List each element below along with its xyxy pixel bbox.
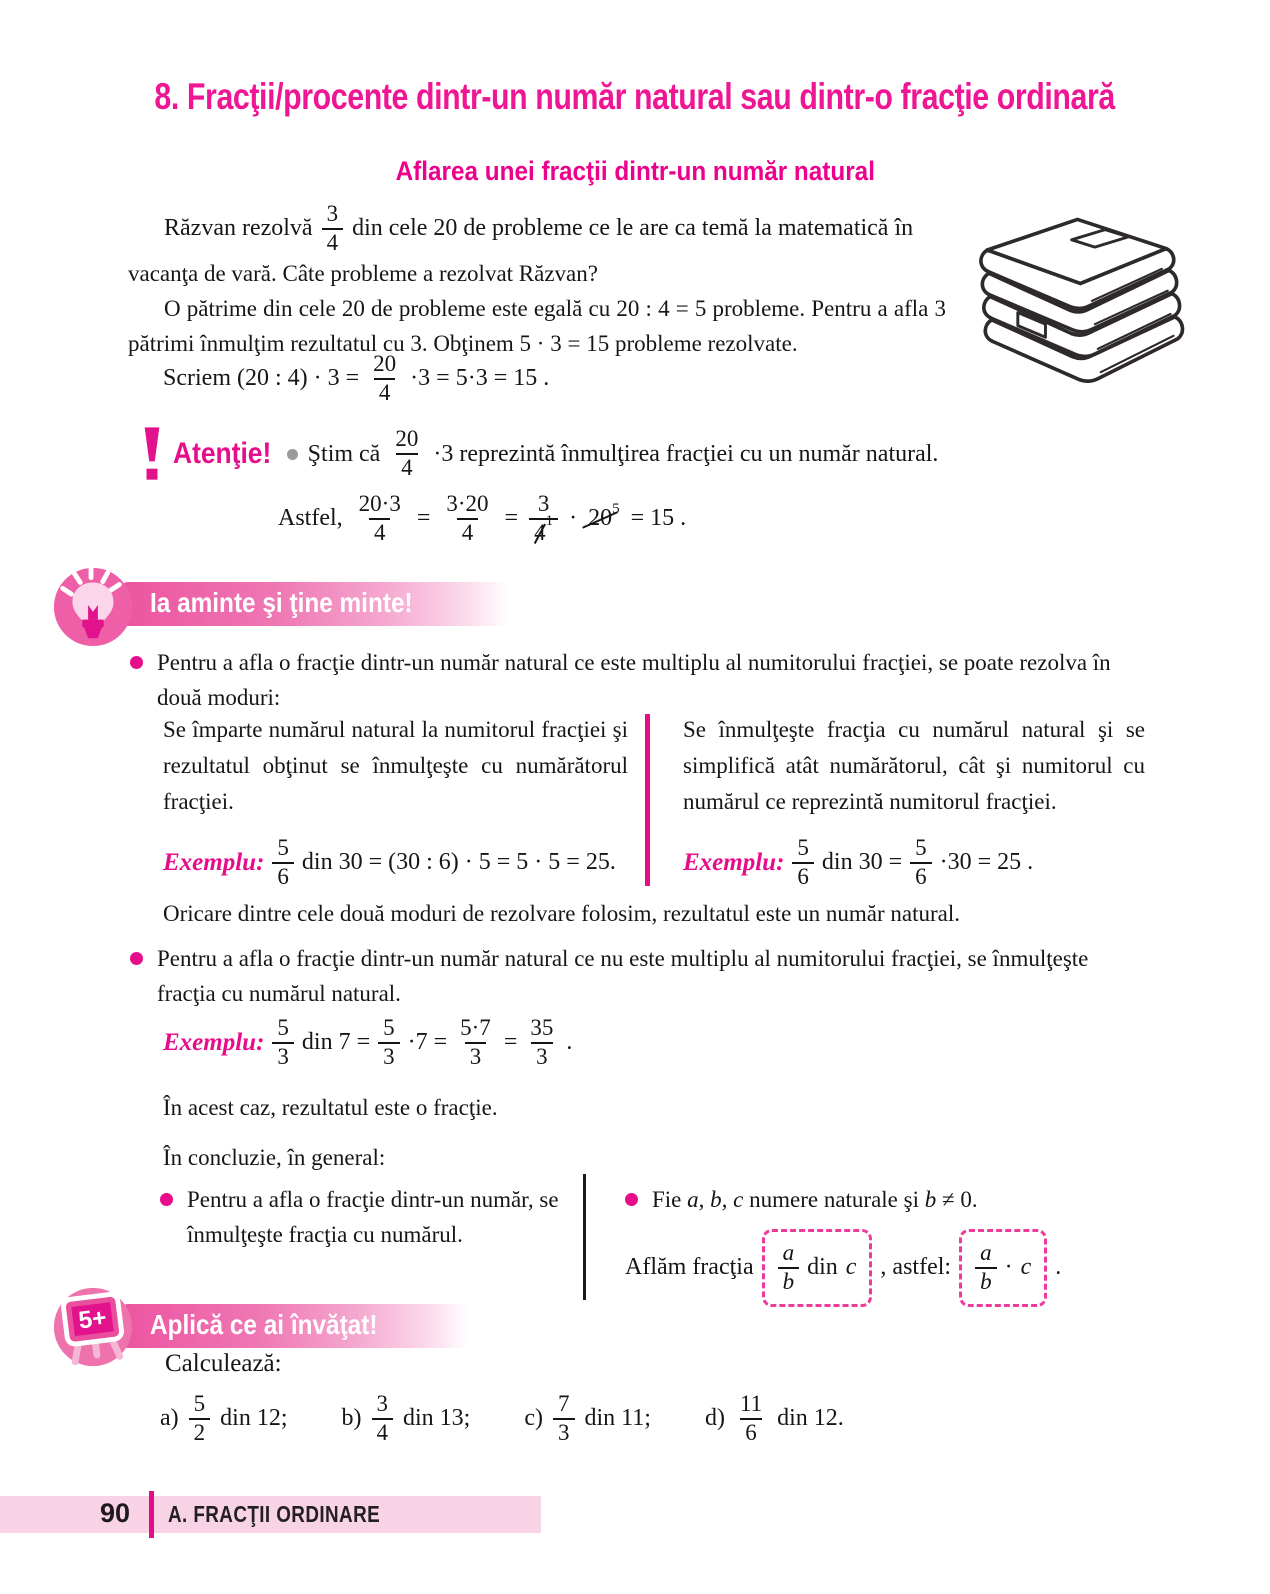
fraction-5-3 (378, 1016, 400, 1070)
fraction-numerator: 20·3 (358, 491, 401, 516)
aflam-row (625, 1229, 1185, 1307)
conclusion-right-line1 (625, 1182, 1185, 1217)
fraction-5x7-3 (455, 1016, 496, 1070)
exercise-label: a) (160, 1405, 179, 1432)
scriem-post: ·3 = 5·3 = 15 . (410, 365, 550, 392)
bullet-text: Pentru a afla o fracţie dintr-un număr natural ce nu este multiplu al numitorului fracţiei, se înmulţeşte fracţia cu numărul natural. (157, 946, 1089, 1006)
fraction-3x20-4 (441, 492, 493, 546)
fie-mid: numere naturale şi (749, 1187, 919, 1212)
cancelled-digit: 4 (534, 519, 546, 545)
fraction-denominator: 3 (531, 1042, 553, 1070)
fraction-denominator-cancelled: 4 1 (529, 518, 558, 546)
fraction-denominator: 6 (272, 862, 294, 890)
conclusion-left-text: Pentru a afla o fracţie dintr-un număr, se înmulţeşte fracţia cu numărul. (187, 1187, 559, 1247)
fraction-a-b (778, 1241, 800, 1295)
fraction-numerator: 5 (383, 1015, 395, 1040)
fraction-20-4 (368, 352, 401, 406)
period: . (1055, 1254, 1062, 1281)
example-mid: ·7 = (407, 1029, 448, 1056)
fraction-3-4 (322, 202, 344, 256)
times-dot: · (1004, 1254, 1013, 1281)
concluzie-text: În concluzie, în general: (163, 1145, 386, 1170)
footer-section-title (168, 1501, 427, 1528)
fraction-numerator: 5·7 (460, 1015, 491, 1040)
exercise-label: d) (704, 1405, 725, 1432)
fraction-11-6 (735, 1392, 767, 1446)
example-mid: din 30 = (821, 849, 903, 876)
fraction-denominator: 4 (457, 518, 479, 546)
cancelled-number: 20 (588, 505, 613, 532)
example-label: Exemplu: (683, 848, 785, 876)
equation-scriem (163, 352, 549, 406)
intro-line1 (164, 202, 946, 256)
exercise-b (342, 1392, 471, 1446)
attention-label: Atenţie! (173, 437, 272, 470)
mode-left-text: Se împarte numărul natural la numitorul fracţiei şi rezultatul obţinut se înmulţeşte cu numărătorul fracţiei. (163, 717, 628, 814)
intro-paragraph (128, 202, 946, 361)
fraction-denominator: 4 (374, 378, 396, 406)
caz-text: În acest caz, rezultatul este o fracţie. (163, 1095, 498, 1120)
apply-banner-bar (120, 1304, 469, 1348)
fraction-denominator: 3 (272, 1042, 294, 1070)
fraction-numerator: a (980, 1240, 992, 1265)
fraction-denominator: 2 (189, 1418, 211, 1446)
equals-sign: = (416, 505, 431, 532)
times-dot: · (569, 505, 578, 532)
fraction-denominator: 3 (553, 1418, 575, 1446)
fraction-numerator: 5 (277, 835, 289, 860)
exercise-rest: din 12. (777, 1405, 844, 1432)
exercise-label: c) (524, 1405, 543, 1432)
fie-vars: a, b, c (687, 1187, 744, 1212)
astfel-tail: = 15 . (630, 505, 687, 532)
atentie-pre: Ştim că (307, 440, 381, 467)
example-expression: din 30 = (30 : 6) · 5 = 5 · 5 = 25. (301, 849, 616, 876)
exercise-rest: din 12; (220, 1405, 288, 1432)
atentie-post: ·3 reprezintă înmulţirea fracţiei cu un număr natural. (433, 440, 939, 467)
exercise-a (160, 1392, 288, 1446)
blackboard-icon (50, 1284, 136, 1370)
equation-astfel (278, 492, 686, 546)
mode-left-column (163, 712, 628, 890)
fie-var-b: b (924, 1187, 937, 1212)
fraction-numerator: a (782, 1240, 795, 1265)
fraction-denominator: 6 (740, 1418, 762, 1446)
scriem-pre: Scriem (20 : 4) · 3 = (163, 365, 360, 392)
footer-section-text: A. FRACŢII ORDINARE (168, 1501, 381, 1527)
example-tail: ·30 = 25 . (939, 849, 1034, 876)
fraction-denominator: 6 (910, 862, 932, 890)
bullet-icon (625, 1193, 638, 1206)
mode-left-example (163, 836, 628, 890)
badge-label: 5+ (77, 1304, 109, 1335)
footer-divider (149, 1491, 154, 1538)
fraction-numerator: 7 (558, 1391, 570, 1416)
fraction-numerator: 5 (797, 835, 809, 860)
page-title-text: 8. Fracţii/procente dintr-un număr natural sau dintr-o fracţie ordinară (154, 76, 1116, 117)
cancel-superscript: 5 (612, 501, 620, 518)
fraction-20-4 (390, 427, 423, 481)
exercise-d (705, 1392, 844, 1446)
conclusion-left (160, 1182, 580, 1252)
page-number: 90 (100, 1498, 131, 1528)
astfel-label: Astfel, (278, 505, 343, 532)
fraction-numerator: 5 (915, 835, 927, 860)
fraction-5-6 (910, 836, 932, 890)
astfel-label: , astfel: (880, 1254, 952, 1281)
fraction-35-3 (525, 1016, 558, 1070)
fraction-denominator: 3 (378, 1042, 400, 1070)
conclusion-right (625, 1182, 1185, 1307)
bullet-icon (160, 1193, 173, 1206)
intro-paragraph2: O pătrime din cele 20 de probleme este egală cu 20 : 4 = 5 probleme. Pentru a afla 3 pătrimi înmulţim rezultatul cu 3. Obţinem 5 · 3 = 15 probleme rezolvate. (128, 295, 946, 356)
bullet-icon (130, 952, 143, 965)
fraction-numerator: 11 (739, 1391, 763, 1416)
fraction-3-4 (372, 1392, 394, 1446)
bullet-text: Pentru a afla o fracţie dintr-un număr natural ce este multiplu al numitorului fracţiei, se poate rezolva în două moduri: (157, 650, 1111, 710)
fie-pre: Fie (652, 1187, 682, 1212)
period: . (566, 1029, 573, 1056)
attention-block (141, 424, 938, 484)
fraction-denominator: 3 (465, 1042, 487, 1070)
exclamation-icon (141, 424, 163, 484)
equals-sign: = (504, 505, 519, 532)
note-text: Oricare dintre cele două moduri de rezolvare folosim, rezultatul este un număr natural. (163, 901, 961, 926)
fraction-numerator: 3 (537, 491, 550, 516)
exercise-rest: din 11; (584, 1405, 651, 1432)
fraction-numerator: 35 (530, 1015, 554, 1040)
fraction-denominator: b (975, 1267, 997, 1295)
exercises-heading: Calculează: (165, 1350, 282, 1377)
fraction-3-4-cancelled (529, 492, 558, 546)
fraction-denominator: 4 (372, 1418, 394, 1446)
example-mid: din 7 = (301, 1029, 371, 1056)
fraction-numerator: 5 (277, 1015, 289, 1040)
books-illustration (948, 198, 1188, 398)
fraction-numerator: 3 (326, 201, 339, 226)
fraction-numerator: 20 (373, 351, 397, 376)
fie-statement (652, 1182, 978, 1217)
aflam-label: Aflăm fracţia (625, 1254, 754, 1281)
formula-box-product (959, 1229, 1047, 1307)
intro-line2: vacanţa de vară. Câte probleme a rezolvat Răzvan? (128, 260, 598, 286)
page-title (0, 76, 1270, 118)
fraction-5-6 (272, 836, 294, 890)
mode-right-text: Se înmulţeşte fracţia cu numărul natural şi se simplifică atât numărătorul, cât şi numitorul cu numărul ce reprezintă numitorul fracţiei. (683, 717, 1145, 814)
fraction-numerator: 20 (395, 426, 419, 452)
fie-end: ≠ 0. (941, 1187, 978, 1212)
fraction-5-6 (792, 836, 814, 890)
exercise-c (524, 1392, 651, 1446)
section-subtitle (0, 156, 1270, 187)
box-var-c: c (845, 1254, 857, 1281)
fraction-denominator: 4 (322, 228, 344, 256)
remember-banner (50, 562, 510, 648)
exercise-rest: din 13; (403, 1405, 471, 1432)
example-label: Exemplu: (163, 1028, 265, 1056)
bullet-icon (130, 656, 143, 669)
fraction-20x3-4 (354, 492, 406, 546)
lightbulb-icon (50, 562, 136, 648)
intro-line1-pre: Răzvan rezolvă (164, 215, 313, 242)
fraction-numerator: 3·20 (446, 491, 489, 516)
intro-line1-post: din cele 20 de probleme ce le are ca temă la matematică în (352, 215, 914, 242)
apply-banner-label: Aplică ce ai învăţat! (150, 1308, 378, 1340)
section-subtitle-text: Aflarea unei fracţii dintr-un număr natural (395, 156, 875, 186)
exercise-label: b) (341, 1405, 362, 1432)
column-divider (645, 714, 650, 886)
fraction-denominator: 4 (369, 518, 391, 546)
example-label: Exemplu: (163, 848, 265, 876)
box-var-c: c (1020, 1254, 1032, 1281)
fraction-5-2 (189, 1392, 211, 1446)
fraction-denominator: b (778, 1267, 800, 1295)
example-5-3-row (163, 1016, 572, 1070)
bullet-icon (287, 449, 298, 460)
fraction-7-3 (553, 1392, 575, 1446)
bullet-point-nu-multiplu (130, 941, 1145, 1011)
exercises-row (160, 1392, 844, 1446)
fraction-a-b (975, 1241, 997, 1295)
column-divider (583, 1174, 586, 1300)
bullet-point-multiplu (130, 645, 1145, 715)
box-din-label: din (807, 1254, 838, 1281)
mode-right-column (683, 712, 1145, 890)
equals-sign: = (503, 1029, 518, 1056)
fraction-denominator: 6 (792, 862, 814, 890)
fraction-numerator: 5 (193, 1391, 206, 1416)
fraction-5-3 (272, 1016, 294, 1070)
mode-right-example (683, 836, 1145, 890)
fraction-denominator: 4 (396, 453, 418, 481)
remember-banner-label: Ia aminte şi ţine minte! (150, 586, 413, 618)
remember-banner-bar (120, 582, 510, 626)
cancelled-20 (588, 501, 620, 532)
fraction-numerator: 3 (376, 1391, 388, 1416)
formula-box-din (762, 1229, 873, 1307)
